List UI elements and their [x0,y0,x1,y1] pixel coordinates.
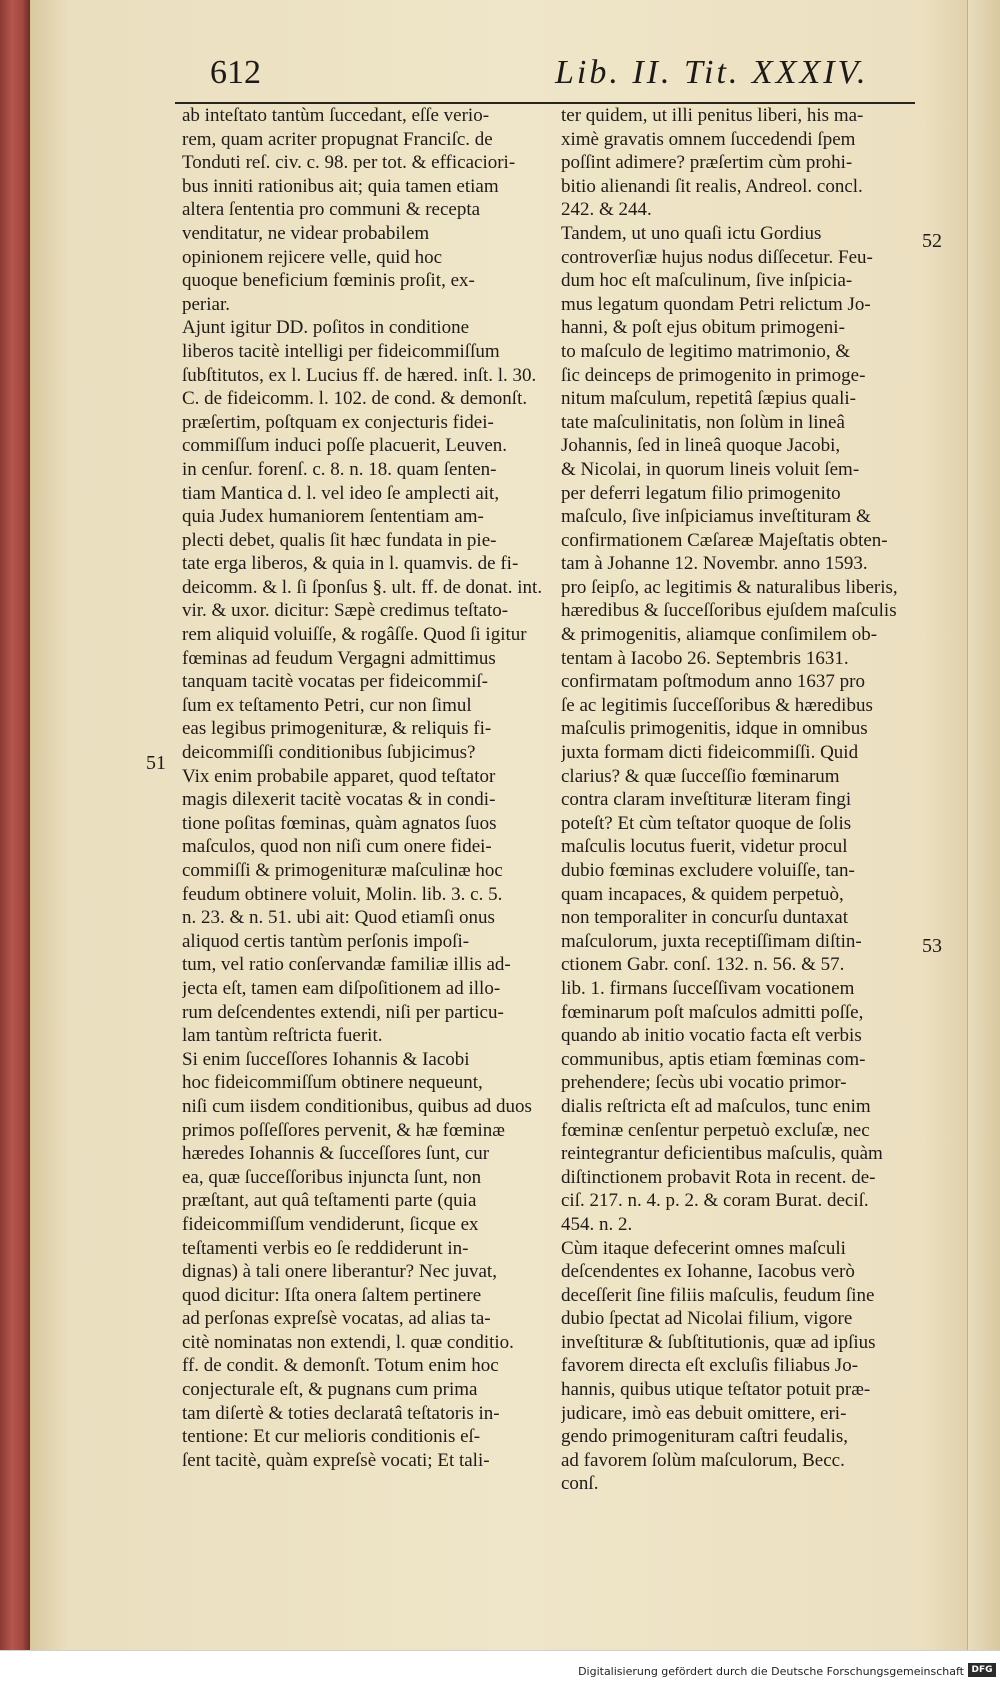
left-text-column [182,104,544,1472]
text-line: ter quidem, ut illi penitus liberi, his ma- [561,105,864,126]
text-line: Tandem, ut uno quaſi ictu Gordius [561,222,822,244]
text-line: confirmationem Cæſareæ Majeſtatis obten- [561,529,888,551]
text-line: ff. de condit. & demonſt. Totum enim hoc [182,1355,499,1377]
page-number: 612 [210,54,261,91]
text-line: teſtamenti verbis eo ſe reddiderunt in- [182,1237,469,1259]
text-line: pro ſeipſo, ac legitimis & naturalibus liberis, [561,576,898,598]
page-header [175,52,915,104]
text-line: diſtinctionem probavit Rota in recent. de- [561,1166,876,1188]
text-line: controverſiæ hujus nodus diſſecetur. Feu- [561,246,873,268]
text-line: conſ. [561,1473,599,1495]
text-line: tione poſitas fœminas, quàm agnatos ſuos [182,812,497,834]
text-line: hæredibus & ſucceſſoribus ejuſdem maſculis [561,600,897,622]
text-line: quando ab initio vocatio facta eſt verbis [561,1025,862,1047]
text-line: nitum maſculum, repetitâ ſæpius quali- [561,388,856,410]
text-line: fœminas ad feudum Vergagni admittimus [182,647,496,669]
text-line: juxta formam dicti fideicommiſſi. Quid [561,742,859,764]
text-line: C. de fideicomm. l. 102. de cond. & demonſt. [182,388,528,410]
text-line: dignas) à tali onere liberantur? Nec juvat, [182,1261,497,1283]
text-line: ctionem Gabr. conſ. 132. n. 56. & 57. [561,954,845,976]
text-line: deicommiſſi conditionibus ſubjicimus? [182,742,476,764]
text-line: dubio ſpectat ad Nicolai filium, vigore [561,1308,853,1330]
text-line: maſculis locutus fuerit, videtur procul [561,836,848,858]
text-line: tanquam tacitè vocatas per fideicommiſ- [182,671,488,693]
text-line: aliquod certis tantùm perſonis impoſi- [182,930,470,952]
text-line: Ajunt igitur DD. poſitos in conditione [182,317,470,339]
text-line: tate erga liberos, & quia in l. quamvis. de fi- [182,553,519,575]
text-line: ſubſtitutos, ex l. Lucius ff. de hæred. inſt. l. 30. [182,364,537,386]
margin-number-53: 53 [922,935,942,957]
text-line: dum hoc eſt maſculinum, ſive inſpicia- [561,270,853,292]
text-line: præſtant, aut quâ teſtamenti parte (quia [182,1190,477,1212]
dfg-logo: DFG [968,1663,996,1677]
text-line: tiam Mantica d. l. vel ideo ſe amplecti ait, [182,482,500,504]
running-title: Lib. II. Tit. XXXIV. [555,54,869,91]
facing-page-edge [967,0,1000,1650]
text-line: favorem directa eſt excluſis filiabus Jo- [561,1355,859,1377]
text-line: Si enim ſucceſſores Iohannis & Iacobi [182,1048,470,1070]
text-line: in cenſur. forenſ. c. 8. n. 18. quam ſenten- [182,458,497,480]
text-line: & primogenitis, aliamque conſimilem ob- [561,624,878,646]
text-line: quam incapaces, & quidem perpetuò, [561,883,844,905]
text-line: ſic deinceps de primogenito in primoge- [561,364,866,386]
right-text-column [561,104,919,1496]
text-line: ximè gravatis omnem ſuccedendi ſpem [561,128,856,150]
text-line: to maſculo de legitimo matrimonio, & [561,340,851,362]
text-line: bitio alienandi ſit realis, Andreol. concl. [561,175,863,197]
text-line: plecti debet, qualis ſit hæc fundata in pie- [182,529,497,551]
margin-number-52: 52 [922,230,942,252]
margin-number-51: 51 [146,752,166,774]
text-line: ſum ex teſtamento Petri, cur non ſimul [182,694,472,716]
text-line: quod dicitur: Iſta onera ſaltem pertinere [182,1284,482,1306]
text-line: maſculorum, juxta receptiſſimam diſtin- [561,930,862,952]
text-line: contra claram inveſtituræ literam fingi [561,789,852,811]
text-line: lib. 1. firmans ſucceſſivam vocationem [561,977,855,999]
text-line: tentione: Et cur melioris conditionis eſ- [182,1426,481,1448]
text-line: tate maſculinitatis, non ſolùm in lineâ [561,411,845,433]
text-line: communibus, aptis etiam fœminas com- [561,1048,866,1070]
text-line: fœminæ cenſentur perpetuò excluſæ, nec [561,1119,870,1141]
text-line: inveſtituræ & ſubſtitutionis, quæ ad ipſius [561,1331,876,1353]
text-line: bus inniti rationibus ait; quia tamen etiam [182,175,499,197]
text-line: ad favorem ſolùm maſculorum, Becc. [561,1449,845,1471]
text-line: primos poſſeſſores pervenit, & hæ fœminæ [182,1119,505,1141]
text-line: commiſſi & primogenituræ maſculinæ hoc [182,860,503,881]
text-line: commiſſum induci poſſe placuerit, Leuven. [182,435,508,457]
text-line: deceſſerit ſine filiis maſculis, feudum ſine [561,1284,875,1306]
text-line: hannis, quibus utique teſtator potuit præ- [561,1379,871,1401]
funding-credit: Digitalisierung gefördert durch die Deutsche Forschungsgemeinschaft [578,1665,964,1678]
text-line: Johannis, ſed in lineâ quoque Jacobi, [561,435,841,457]
text-line: gendo primogenituram caſtri feudalis, [561,1426,849,1448]
text-line: judicare, imò eas debuit omittere, eri- [561,1402,847,1424]
text-line: non temporaliter in concurſu duntaxat [561,907,849,929]
text-line: tam diſertè & toties declaratâ teſtatoris in- [182,1402,500,1424]
text-line: venditatur, ne videar probabilem [182,222,430,244]
text-line: rum deſcendentes extendi, niſi per particu- [182,1001,504,1023]
text-line: clarius? & quæ ſucceſſio fœminarum [561,765,840,787]
text-line: hanni, & poſt ejus obitum primogeni- [561,317,845,339]
text-line: niſi cum iisdem conditionibus, quibus ad duos [182,1095,532,1117]
text-line: ea, quæ ſucceſſoribus injuncta ſunt, non [182,1166,482,1188]
text-line: quia Judex humaniorem ſententiam am- [182,506,484,528]
book-edge [0,0,30,1650]
text-line: deſcendentes ex Iohanne, Iacobus verò [561,1261,855,1283]
text-line: hæredes Iohannis & ſucceſſores ſunt, cur [182,1143,490,1165]
text-line: Cùm itaque defecerint omnes maſculi [561,1237,846,1259]
text-line: rem, quam acriter propugnat Franciſc. de [182,128,493,150]
text-line: conjecturale eſt, & pugnans cum prima [182,1379,478,1401]
text-line: tum, vel ratio conſervandæ familiæ illis ad- [182,954,511,976]
text-line: maſculos, quod non niſi cum onere fidei- [182,836,492,858]
text-line: 454. n. 2. [561,1213,633,1235]
text-line: poteſt? Et cùm teſtator quoque de ſolis [561,812,852,834]
text-line: opinionem rejicere velle, quid hoc [182,246,443,268]
text-line: ciſ. 217. n. 4. p. 2. & coram Burat. deciſ. [561,1190,869,1212]
text-line: fœminarum poſt maſculos admitti poſſe, [561,1001,864,1023]
text-line: poſſint adimere? præſertim cùm prohi- [561,152,853,174]
text-line: maſculo, ſive inſpiciamus inveſtituram & [561,506,871,528]
text-line: n. 23. & n. 51. ubi ait: Quod etiamſi onus [182,907,495,929]
text-line: feudum obtinere voluit, Molin. lib. 3. c. 5. [182,883,503,905]
text-line: mus legatum quondam Petri relictum Jo- [561,293,871,315]
text-line: 242. & 244. [561,199,652,221]
text-line: ad perſonas expreſsè vocatas, ad alias ta- [182,1308,491,1330]
text-line: dialis reſtricta eſt ad maſculos, tunc enim [561,1095,871,1117]
text-line: Tonduti reſ. civ. c. 98. per tot. & efficaciori- [182,152,516,174]
text-line: citè nominatas non extendi, l. quæ conditio. [182,1331,514,1353]
text-line: & Nicolai, in quorum lineis voluit ſem- [561,458,860,480]
text-line: periar. [182,293,231,315]
text-line: hoc fideicommiſſum obtinere nequeunt, [182,1072,483,1094]
text-line: altera ſententia pro communi & recepta [182,199,481,221]
text-line: dubio fœminas excludere voluiſſe, tan- [561,860,855,881]
text-line: per deferri legatum filio primogenito [561,482,841,504]
text-line: ab inteſtato tantùm ſuccedant, eſſe verio- [182,105,490,126]
text-line: ſe ac legitimis ſucceſſoribus & hæredibus [561,694,873,716]
text-line: lam tantùm reſtricta fuerit. [182,1025,383,1047]
text-line: magis dilexerit tacitè vocatas & in condi- [182,789,496,811]
text-line: deicomm. & l. ſi ſponſus §. ult. ff. de donat. int. [182,576,543,598]
text-line: vir. & uxor. dicitur: Sæpè credimus teſtato- [182,600,509,622]
text-line: præſertim, poſtquam ex conjecturis fidei- [182,411,494,433]
text-line: rem aliquid voluiſſe, & rogâſſe. Quod ſi igitur [182,624,527,646]
text-line: reintegrantur deficientibus maſculis, quàm [561,1143,883,1165]
text-line: liberos tacitè intelligi per fideicommiſſum [182,340,500,362]
text-line: confirmatam poſtmodum anno 1637 pro [561,671,865,693]
text-line: Vix enim probabile apparet, quod teſtator [182,765,496,787]
text-line: ſent tacitè, quàm expreſsè vocati; Et tali- [182,1449,490,1471]
text-line: quoque beneficium fœminis proſit, ex- [182,270,475,292]
footer-band [0,1650,1000,1684]
text-line: maſculis primogenitis, idque in omnibus [561,718,868,740]
text-line: tentam à Iacobo 26. Septembris 1631. [561,647,849,669]
text-line: eas legibus primogenituræ, & reliquis fi- [182,718,492,740]
text-line: tam à Johanne 12. Novembr. anno 1593. [561,553,868,575]
text-line: fideicommiſſum vendiderunt, ſicque ex [182,1213,479,1235]
text-line: prehendere; ſecùs ubi vocatio primor- [561,1072,847,1094]
text-line: jecta eſt, tamen eam diſpoſitionem ad illo- [182,977,501,999]
